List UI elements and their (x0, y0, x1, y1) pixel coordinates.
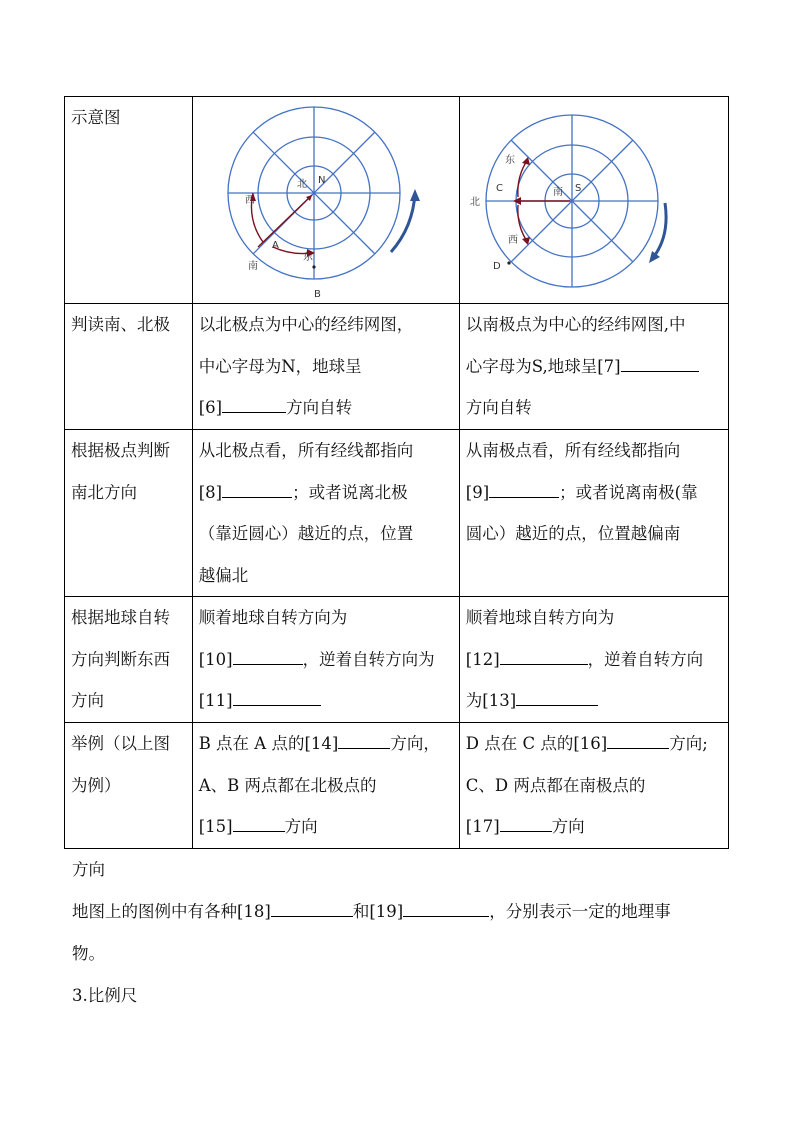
text-line (466, 680, 722, 722)
table-row (65, 430, 729, 597)
blank-number: [17] (465, 817, 500, 836)
row-label (65, 304, 193, 430)
legend-sentence (72, 891, 671, 933)
table-row (65, 97, 729, 304)
label-text: 南北方向 (71, 482, 137, 502)
text-line: 从南极点看，所有经线都指向 (465, 441, 681, 460)
rotation-arrow (652, 203, 666, 259)
text-line: 顺着地球自转方向为 (465, 608, 615, 627)
fill-blank[interactable] (271, 899, 353, 917)
text-span: ，分别表示一定的地理事 (489, 902, 671, 921)
continued-text: 方向 (72, 860, 105, 879)
text-line: 以北极点为中心的经纬网图， (198, 315, 414, 334)
center-letter: N (317, 175, 326, 186)
blank-number: [8] (198, 482, 223, 502)
blank-number: [7] (597, 356, 621, 376)
text-line (199, 680, 453, 722)
text-line: 中心字母为N，地球呈 (198, 356, 362, 376)
point-c-label: C (495, 183, 503, 194)
fill-blank[interactable] (338, 731, 390, 749)
point-d-label: D (492, 261, 501, 272)
text-line (466, 472, 722, 514)
label-text: 为例） (71, 775, 121, 795)
sentence-end: 物。 (72, 944, 105, 963)
text-span: B 点在 A 点的 (198, 734, 305, 753)
label-text: 示意图 (71, 108, 121, 127)
text-line: 圆心）越近的点，位置越偏南 (465, 524, 681, 543)
fill-blank[interactable] (516, 688, 598, 706)
blank-number: [18] (237, 902, 271, 921)
text-line (466, 639, 722, 681)
text-line: 方向自转 (465, 398, 532, 417)
point-b-label: B (313, 289, 321, 300)
label-text: 判读南、北极 (71, 315, 170, 334)
label-text: 举例（以上图 (71, 734, 170, 753)
north-pole-diagram (193, 97, 444, 303)
text-span: ，逆着自转方向为 (302, 649, 435, 669)
text-line (199, 806, 453, 848)
blank-number: [6] (198, 398, 223, 417)
fill-blank[interactable] (500, 814, 552, 832)
fill-blank[interactable] (233, 814, 285, 832)
text-line (199, 472, 453, 514)
center-letter: S (574, 183, 582, 194)
text-line: C、D 两点都在南极点的 (465, 775, 646, 795)
text-line (466, 723, 722, 765)
north-cell (192, 597, 459, 723)
text-line (199, 639, 453, 681)
text-line: A、B 两点都在北极点的 (198, 775, 377, 795)
blank-number: [14] (304, 734, 339, 753)
text-span: 方向， (390, 734, 440, 753)
text-span: 和 (352, 902, 370, 921)
fill-blank[interactable] (222, 395, 286, 413)
point-a-label: A (271, 240, 279, 251)
fill-blank[interactable] (222, 479, 292, 497)
rotation-arrowhead (410, 189, 420, 201)
text-line (199, 387, 453, 429)
south-cell (459, 723, 728, 849)
arrow-to-west (518, 205, 528, 243)
text-line: （靠近圆心）越近的点，位置 (198, 524, 414, 543)
text-line: 顺着地球自转方向为 (198, 608, 348, 627)
text-line (466, 806, 722, 848)
point-b-dot (312, 265, 315, 268)
text-line: 以南极点为中心的经纬网图,中 (465, 315, 686, 334)
south-label: 南 (247, 261, 258, 272)
north-cell (192, 430, 459, 597)
north-label: 北 (469, 197, 480, 208)
blank-number: [10] (198, 649, 233, 669)
row-label (65, 723, 193, 849)
text-span: 方向; (669, 734, 708, 753)
south-cell (459, 430, 728, 597)
label-text: 根据极点判断 (71, 441, 170, 460)
north-cell (192, 304, 459, 430)
arrow-to-east (518, 159, 528, 197)
text-line (199, 723, 453, 765)
fill-blank[interactable] (403, 899, 489, 917)
table-row (65, 597, 729, 723)
blank-number: [16] (573, 734, 608, 753)
text-span: 心字母为S,地球呈 (465, 356, 598, 376)
row-label (65, 97, 193, 304)
text-span: ；或者说离北极 (292, 482, 408, 502)
text-line (466, 346, 722, 388)
text-span: D 点在 C 点的 (465, 734, 574, 753)
blank-number: [13] (482, 691, 517, 710)
table-row (65, 723, 729, 849)
point-d-dot (507, 261, 510, 264)
row-label (65, 430, 193, 597)
west-label: 西 (244, 195, 255, 206)
section-heading: 3.比例尺 (72, 986, 138, 1005)
west-label: 西 (507, 235, 518, 246)
north-cell (192, 723, 459, 849)
south-cell (459, 597, 728, 723)
east-label: 东 (504, 155, 515, 166)
fill-blank[interactable] (621, 353, 699, 371)
blank-number: [11] (198, 691, 233, 710)
text-span: 为 (465, 691, 483, 710)
text-line: 越偏北 (198, 565, 249, 585)
arrowhead (513, 197, 521, 205)
fill-blank[interactable] (500, 646, 588, 664)
label-text: 方向 (71, 691, 104, 710)
text-span: ，逆着自转方向 (587, 649, 704, 669)
text-span: 地图上的图例中有各种 (72, 902, 237, 921)
fill-blank[interactable] (489, 479, 559, 497)
east-label: 东 (302, 252, 313, 263)
label-text: 方向判断东西 (71, 649, 170, 669)
pole-label: 南 (552, 187, 563, 198)
fill-blank[interactable] (233, 688, 321, 706)
blank-number: [9] (465, 482, 490, 502)
text-line: 从北极点看，所有经线都指向 (198, 441, 414, 460)
pole-label: 北 (296, 179, 307, 190)
blank-number: [19] (369, 902, 404, 921)
text-span: ；或者说离南极(靠 (559, 482, 698, 502)
text-span: 方向 (551, 817, 585, 836)
fill-blank[interactable] (607, 731, 669, 749)
text-span: 方向 (284, 817, 318, 836)
south-pole-diagram (460, 97, 713, 303)
north-pole-diagram-cell (192, 97, 459, 304)
fill-blank[interactable] (233, 646, 303, 664)
blank-number: [12] (465, 649, 500, 669)
blank-number: [15] (198, 817, 233, 836)
south-pole-diagram-cell (459, 97, 728, 304)
knowledge-table (64, 96, 729, 849)
label-text: 根据地球自转 (71, 608, 170, 627)
table-row (65, 304, 729, 430)
rotation-arrowhead (649, 251, 660, 263)
row-label (65, 597, 193, 723)
text-span: 方向自转 (286, 398, 353, 417)
south-cell (459, 304, 728, 430)
